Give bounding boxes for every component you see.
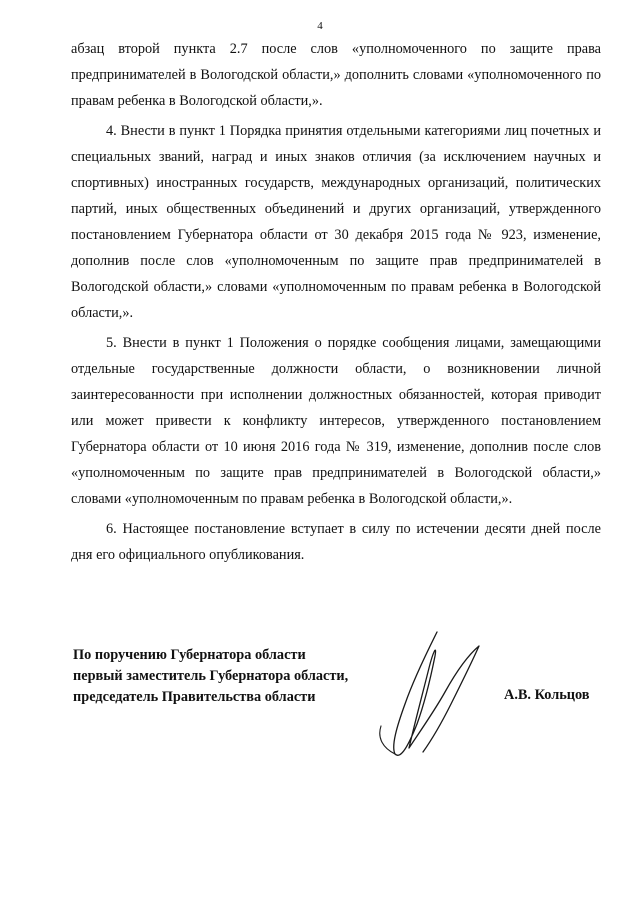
signatory-title xyxy=(73,645,348,708)
signatory-name: А.В. Кольцов xyxy=(504,687,590,703)
page-number: 4 xyxy=(317,20,323,32)
handwritten-signature xyxy=(375,626,505,766)
paragraph-item-5: 5. Внести в пункт 1 Положения о порядке сообщения лицами, замещающими отдельные государственные должности области, о возникновении личной заинтересованности при исполнении должностных обязанностей, которая приводит или может привести к конфликту интересов, утвержденного постановлением Губернатора области от 10 июня 2016 года № 319, изменение, дополнив после слов «уполномоченным по защите прав предпринимателей в Вологодской области,» словами «уполномоченным по правам ребенка в Вологодской области,». xyxy=(71,335,601,507)
signatory-line-1: По поручению Губернатора области xyxy=(73,647,306,663)
signatory-line-3: председатель Правительства области xyxy=(73,689,316,705)
paragraph-item-4: 4. Внести в пункт 1 Порядка принятия отдельными категориями лиц почетных и специальных званий, наград и иных знаков отличия (за исключением научных и спортивных) иностранных государств, международных организаций, политических партий, иных общественных объединений и других организаций, утвержденного постановлением Губернатора области от 30 декабря 2015 года № 923, изменение, дополнив после слов «уполномоченным по защите прав предпринимателей в Вологодской области,» словами «уполномоченным по правам ребенка в Вологодской области,». xyxy=(71,123,601,321)
paragraph-item-6: 6. Настоящее постановление вступает в силу по истечении десяти дней после дня его официального опубликования. xyxy=(71,521,601,563)
document-body xyxy=(71,36,601,568)
paragraph-continuation: абзац второй пункта 2.7 после слов «уполномоченного по защите права предпринимателей в Вологодской области,» дополнить словами «уполномоченного по правам ребенка в Вологодской области,». xyxy=(71,41,601,109)
signatory-line-2: первый заместитель Губернатора области, xyxy=(73,668,349,684)
